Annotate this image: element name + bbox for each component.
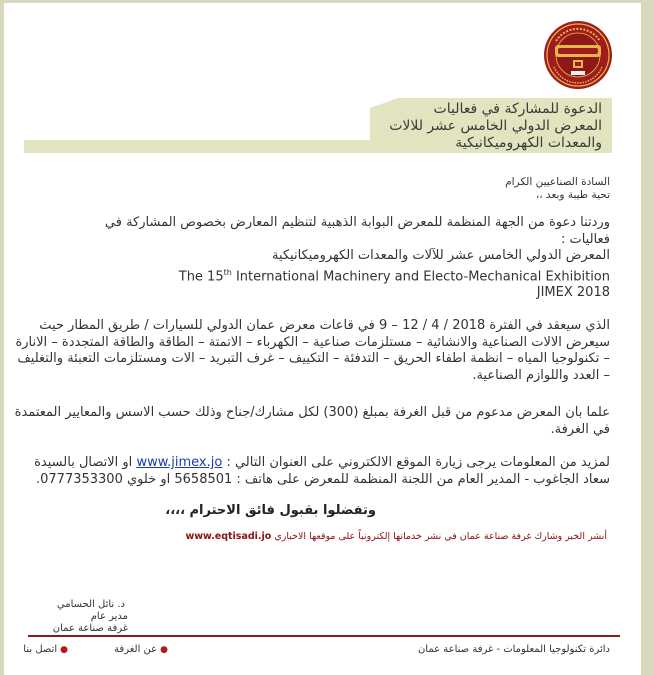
title-line: الدعوة للمشاركة في فعاليات [433, 101, 602, 117]
signatory-name: د. نائل الحسامي [56, 599, 125, 610]
eqtisadi-website-link[interactable]: www.eqtisadi.jo [185, 531, 272, 542]
footer-department: دائرة تكنولوجيا المعلومات - غرفة صناعة عمان [417, 644, 610, 655]
contact-paragraph: لمزيد من المعلومات يرجى زيارة الموقع الالكتروني على العنوان التالي : www.jimex.jo او الاتصال بالسيدة سعاد الجاغوب - المدير العام من اللجنة المنظمة للمعرض على هاتف : 5658501 او خلوي 0777353300. [34, 455, 610, 487]
invitation-title [342, 101, 602, 152]
bullet-icon: ● [160, 645, 168, 655]
exhibition-details-paragraph: الذي سيعقد في الفترة 2018 / 4 / 12 – 9 في قاعات معرض عمان الدولي للسيارات / طريق المطار حيث سيعرض الالات الصناعية والانشائية – مستلزمات صناعية – الكهرباء – الاتمتة – الطاقة والطاقة المتجددة – الانارة – تكنولوجيا المياه – انظمة اطفاء الحريق – التدفئة – التكييف – غرف التبريد – الات ومستلزمات التعبئة والتغليف – العدد واللوازم الصناعية. [15, 318, 610, 383]
footer-link-about[interactable]: ●عن الغرفة [114, 644, 168, 655]
exhibition-name-english: The 15th International Machinery and Electo-Mechanical Exhibition [178, 267, 610, 284]
invitation-sentence: وردتنا دعوة من الجهة المنظمة للمعرض البوابة الذهبية لتنظيم المعارض بخصوص المشاركة في [104, 215, 610, 230]
invitation-title-band [24, 98, 612, 153]
footer-link-contact[interactable]: ●اتصل بنا [23, 644, 68, 655]
email-document [4, 3, 641, 675]
footer-divider [28, 635, 620, 637]
subsidy-paragraph: علما بان المعرض مدعوم من قبل الغرفة بمبلغ (300) لكل مشارك/جناح وذلك حسب الاسس والمعايير المعتمدة في الغرفة. [14, 405, 610, 437]
greeting [310, 176, 610, 202]
jimex-website-link[interactable]: www.jimex.jo [136, 455, 223, 470]
events-label: فعاليات : [560, 231, 610, 247]
bullet-icon: ● [60, 645, 68, 655]
title-line: المعرض الدولي الخامس عشر للالات [389, 118, 602, 134]
signature-block [28, 599, 128, 635]
opening-phrase: تحية طيبة وبعد ،، [535, 189, 610, 201]
exhibition-code: JIMEX 2018 [536, 285, 610, 301]
closing-remark: وتفضلوا بقبول فائق الاحترام ،،،، [165, 503, 376, 518]
logo-emblem-icon [542, 19, 614, 91]
signatory-role: مدير عام [90, 611, 128, 622]
invitation-paragraph [10, 215, 610, 302]
salutation: السادة الصناعيين الكرام [505, 176, 610, 188]
exhibition-name-arabic: المعرض الدولي الخامس عشر للآلات والمعدات الكهروميكانيكية [271, 248, 610, 263]
signatory-organization: غرفة صناعة عمان [52, 623, 128, 634]
amman-chamber-logo [542, 19, 614, 91]
title-line: والمعدات الكهروميكانيكية [455, 135, 602, 151]
share-notice: أنشر الخبر وشارك غرفة صناعة عمان في نشر خدماتها إلكترونياً على موقعها الاخباري www.eqtisadi.jo [185, 531, 607, 542]
